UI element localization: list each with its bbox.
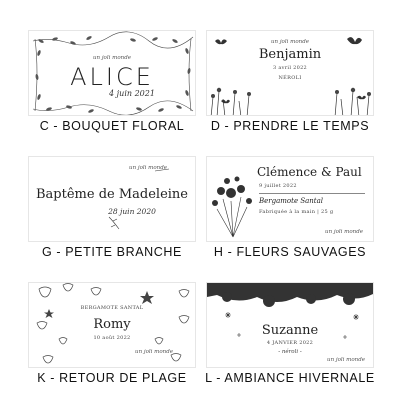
card-scent: Bergamote Santal	[259, 197, 324, 205]
card-date: 28 juin 2020	[108, 207, 156, 216]
card-scent: NÉROLI	[278, 75, 302, 81]
caption-ambiance-hivernale: L - AMBIANCE HIVERNALE	[205, 371, 375, 385]
card-name: Romy	[93, 317, 131, 332]
card-scent: BERGAMOTE SANTAL	[80, 305, 144, 311]
caption-bouquet-floral: C - BOUQUET FLORAL	[39, 119, 185, 133]
card-name: ALICE	[70, 63, 154, 91]
label-card-retour-de-plage[interactable]	[28, 282, 196, 368]
brand-name: un joli monde	[325, 229, 363, 235]
caption-retour-de-plage: K - RETOUR DE PLAGE	[37, 371, 187, 385]
card-details: Fabriquée à la main | 25 g	[259, 209, 334, 215]
card-date: 4 JANVIER 2022	[266, 340, 314, 346]
card-date: 10 août 2022	[93, 335, 131, 341]
brand-name: un joli monde	[327, 357, 365, 363]
label-card-prendre-le-temps[interactable]	[206, 30, 374, 116]
caption-prendre-le-temps: D - PRENDRE LE TEMPS	[210, 119, 370, 133]
label-card-petite-branche[interactable]	[28, 156, 196, 242]
card-name: Benjamin	[258, 47, 322, 62]
brand-name: un joli monde	[271, 39, 309, 45]
card-name: Clémence & Paul	[257, 165, 362, 179]
card-date: 9 juillet 2022	[259, 183, 297, 189]
card-name: Baptême de Madeleine	[36, 187, 188, 202]
caption-petite-branche: G - PETITE BRANCHE	[42, 245, 182, 259]
divider	[259, 193, 365, 194]
card-date: 4 juin 2021	[109, 89, 155, 98]
label-card-ambiance-hivernale[interactable]	[206, 282, 374, 368]
label-card-fleurs-sauvages[interactable]	[206, 156, 374, 242]
brand-name: un joli monde	[135, 349, 173, 355]
card-name: Suzanne	[261, 323, 319, 338]
card-scent: - néroli -	[278, 349, 302, 355]
label-card-bouquet-floral[interactable]	[28, 30, 196, 116]
card-date: 3 avril 2022	[272, 65, 308, 71]
brand-name: un joli monde	[93, 55, 131, 61]
brand-name: un joli monde	[129, 165, 167, 171]
caption-fleurs-sauvages: H - FLEURS SAUVAGES	[213, 245, 367, 259]
